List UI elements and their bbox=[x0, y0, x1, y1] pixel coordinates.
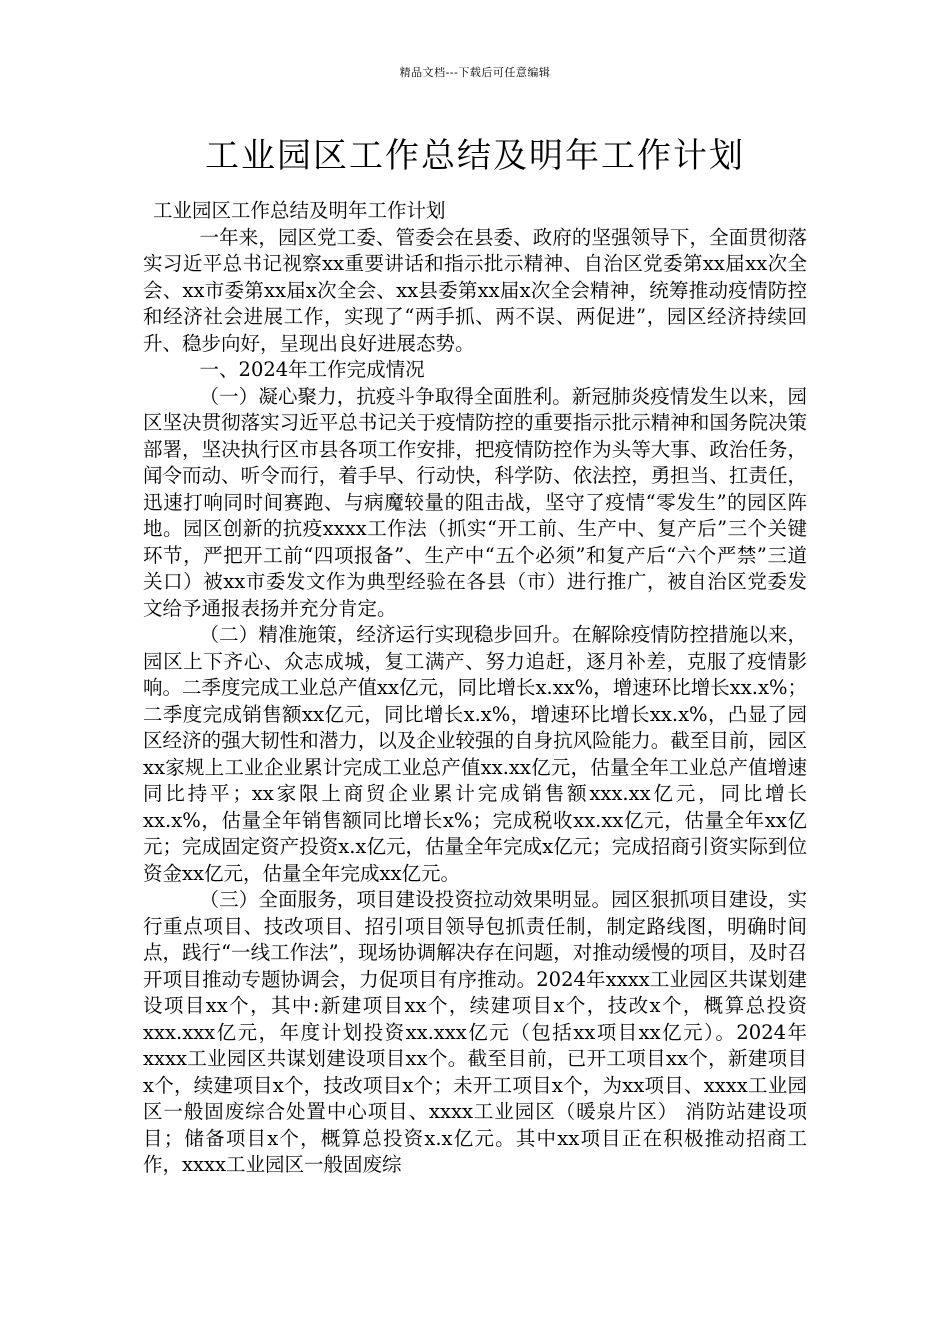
header-note: 精品文档---下载后可任意编辑 bbox=[399, 66, 551, 79]
section-heading: 一、2024年工作完成情况 bbox=[199, 358, 425, 381]
paragraph-epidemic: （一）凝心聚力，抗疫斗争取得全面胜利。新冠肺炎疫情发生以来，园区坚决贯彻落实习近平总书记关于疫情防控的重要指示批示精神和国务院决策部署，坚决执行区市县各项工作安排，把疫情防控作为头等大事、政治任务，闻令而动、听令而行，着手早、行动快，科学防、依法控，勇担当、扛责任，迅速打响同时间赛跑、与病魔较量的阻击战，坚守了疫情“零发生”的园区阵地。园区创新的抗疫xxxx工作法（抓实“开工前、生产中、复产后”三个关键环节，严把开工前“四项报备”、生产中“五个必须”和复产后“六个严禁”三道关口）被xx市委发文作为典型经验在各县（市）进行推广，被自治区党委发文给予通报表扬并充分肯定。 bbox=[143, 384, 807, 620]
paragraph-economy: （二）精准施策，经济运行实现稳步回升。在解除疫情防控措施以来，园区上下齐心、众志成城，复工满产、努力追赶，逐月补差，克服了疫情影响。二季度完成工业总产值xx亿元，同比增长x.xx%，增速环比增长xx.x%；二季度完成销售额xx亿元，同比增长x.x%，增速环比增长xx.x%，凸显了园区经济的强大韧性和潜力，以及企业较强的自身抗风险能力。截至目前，园区xx家规上工业企业累计完成工业总产值xx.xx亿元，估量全年工业总产值增速同比持平；xx家限上商贸企业累计完成销售额xxx.xx亿元，同比增长xx.x%，估量全年销售额同比增长x%；完成税收xx.xx亿元，估量全年xx亿元；完成固定资产投资x.x亿元，估量全年完成x亿元；完成招商引资实际到位资金xx亿元，估量全年完成xx亿元。 bbox=[143, 623, 807, 885]
paragraph-projects: （三）全面服务，项目建设投资拉动效果明显。园区狠抓项目建设，实行重点项目、技改项目、招引项目领导包抓责任制，制定路线图，明确时间点，践行“一线工作法”，现场协调解决存在问题，对推动缓慢的项目，及时召开项目推动专题协调会，力促项目有序推动。2024年xxxx工业园区共谋划建设项目xx个，其中:新建项目xx个，续建项目x个，技改x个，概算总投资xxx.xxx亿元，年度计划投资xx.xxx亿元（包括xx项目xx亿元）。2024年xxxx工业园区共谋划建设项目xx个。截至目前，已开工项目xx个，新建项目x个，续建项目x个，技改项目x个；未开工项目x个，为xx项目、xxxx工业园区一般固废综合处置中心项目、xxxx工业园区（暖泉片区） 消防站建设项目；储备项目x个，概算总投资x.x亿元。其中xx项目正在积极推动招商工作，xxxx工业园区一般固废综 bbox=[143, 888, 807, 1176]
body-subtitle: 工业园区工作总结及明年工作计划 bbox=[153, 199, 446, 222]
document-body bbox=[143, 198, 807, 1179]
document-title: 工业园区工作总结及明年工作计划 bbox=[205, 136, 745, 176]
paragraph-intro: 一年来，园区党工委、管委会在县委、政府的坚强领导下，全面贯彻落实习近平总书记视察xx重要讲话和指示批示精神、自治区党委第xx届xx次全会、xx市委第xx届x次全会、xx县委第xx届x次全会精神，统筹推动疫情防控和经济社会进展工作，实现了“两手抓、两不误、两促进”，园区经济持续回升、稳步向好，呈现出良好进展态势。 bbox=[143, 225, 807, 355]
